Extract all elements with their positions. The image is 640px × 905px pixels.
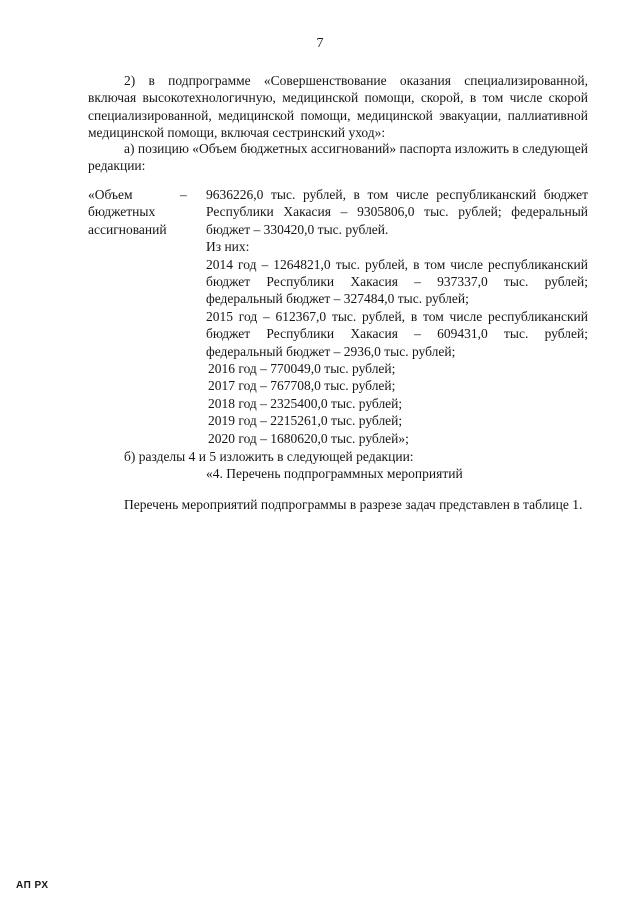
paragraph-list-of-measures: Перечень мероприятий подпрограммы в разрезе задач представлен в таблице 1. [124, 497, 583, 512]
passport-budget-block [206, 186, 588, 447]
budget-year-2020: 2020 год – 1680620,0 тыс. рублей»; [208, 430, 409, 446]
budget-year-2019: 2019 год – 2215261,0 тыс. рублей; [208, 413, 403, 429]
passport-dash: – [180, 187, 187, 202]
budget-year-2018: 2018 год – 2325400,0 тыс. рублей; [208, 395, 403, 411]
section-heading: «4. Перечень подпрограммных мероприятий [206, 466, 463, 481]
paragraph-sections-b: б) разделы 4 и 5 изложить в следующей редакции: [124, 449, 414, 464]
budget-year-2017: 2017 год – 767708,0 тыс. рублей; [208, 378, 396, 394]
budget-year-2015: 2015 год – 612367,0 тыс. рублей, в том числе республиканский бюджет Республики Хакасия – 609431,0 тыс. рублей; федеральный бюджет – 2936,0 тыс. рублей; [206, 308, 588, 359]
page-number: 7 [316, 36, 324, 51]
passport-label: «Объем бюджетных ассигнований [88, 187, 167, 237]
footer-mark: АП РХ [16, 880, 49, 891]
budget-year-2014: 2014 год – 1264821,0 тыс. рублей, в том числе республиканский бюджет Республики Хакасия – 937337,0 тыс. рублей; федеральный бюджет – 327484,0 тыс. рублей; [206, 256, 588, 307]
budget-total: 9636226,0 тыс. рублей, в том числе республиканский бюджет Республики Хакасия – 9305806,0 тыс. рублей; федеральный бюджет – 330420,0 тыс. рублей. [206, 187, 588, 237]
budget-year-2016: 2016 год – 770049,0 тыс. рублей; [208, 361, 396, 377]
paragraph-subprogram-2: 2) в подпрограмме «Совершенствование оказания специализированной, включая высокотехнологичную, медицинской помощи, скорой, в том числе скорой специализированной, медицинской помощи, медицинской эвакуации, паллиативной медицинской помощи, включая сестринский уход»: [88, 73, 588, 141]
budget-of-which: Из них: [206, 239, 250, 255]
paragraph-position-a: а) позицию «Объем бюджетных ассигнований» паспорта изложить в следующей редакции: [88, 141, 589, 174]
